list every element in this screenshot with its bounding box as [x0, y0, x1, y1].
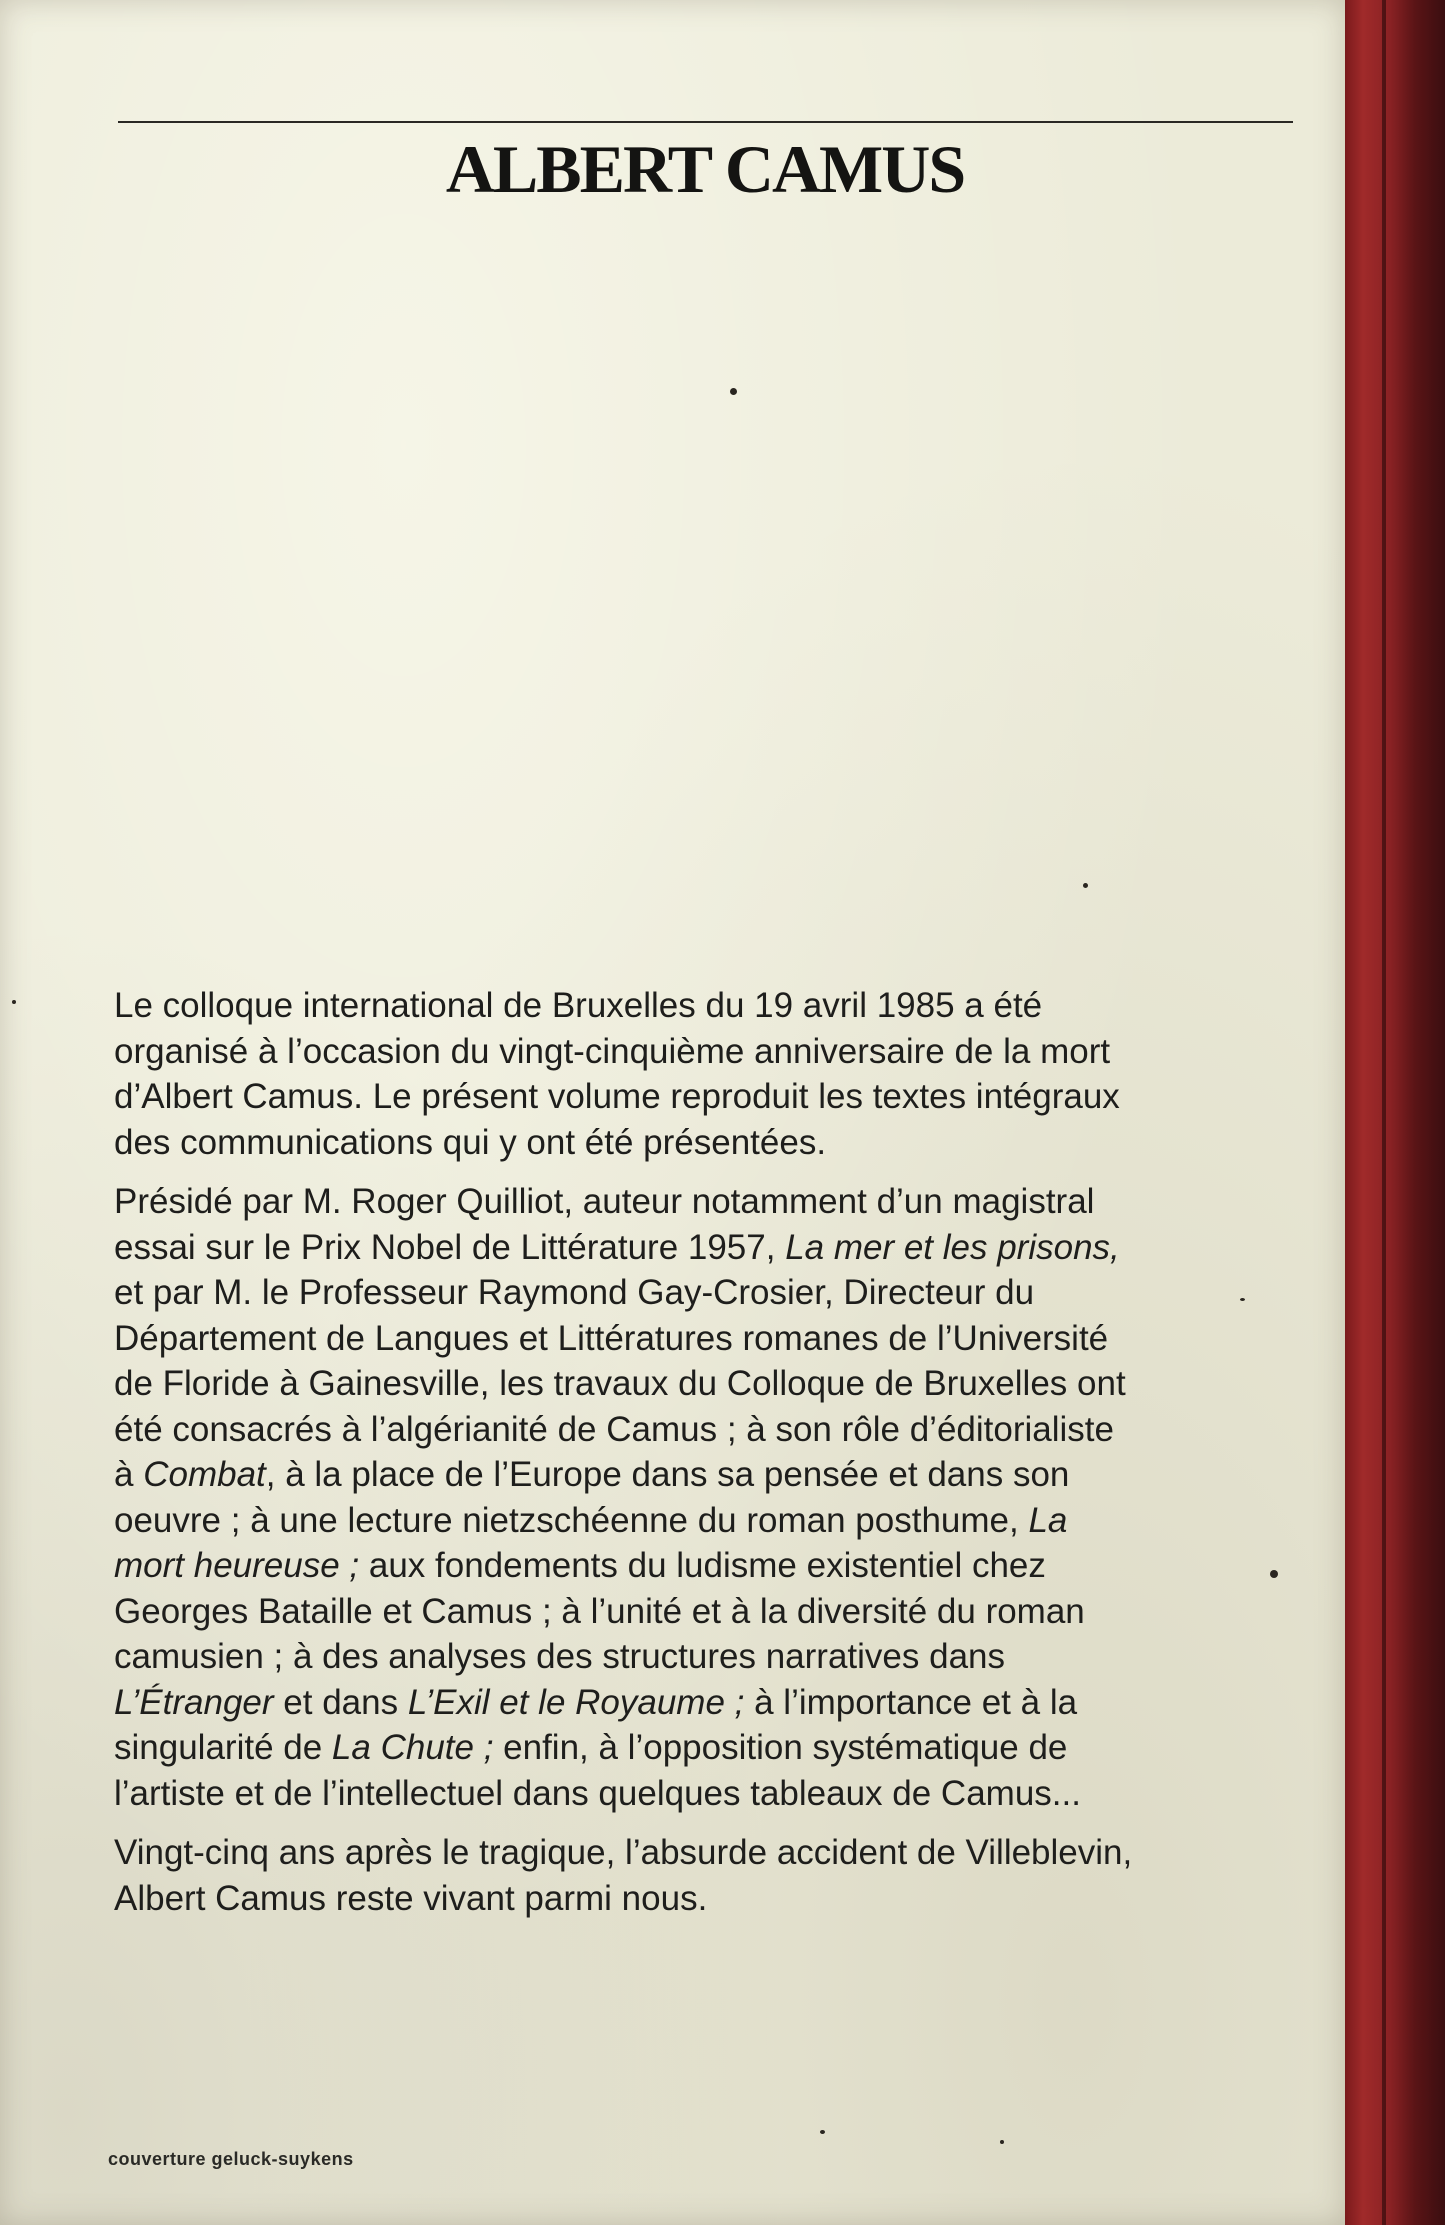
italic-title: La	[1028, 1500, 1068, 1540]
blurb-line	[114, 1120, 1299, 1166]
text-segment: et par M. le Professeur Raymond Gay-Crosier, Directeur du	[114, 1273, 1035, 1312]
blurb-line	[114, 1316, 1299, 1362]
blurb-line	[114, 1029, 1299, 1075]
text-segment: aux fondements du ludisme existentiel chez	[359, 1546, 1046, 1585]
text-segment: oeuvre ; à une lecture nietzschéenne du roman posthume,	[114, 1500, 1029, 1540]
blurb-line	[114, 1725, 1299, 1771]
speck	[1240, 1298, 1245, 1301]
speck	[1000, 2140, 1004, 2144]
italic-title: mort heureuse ;	[114, 1546, 360, 1585]
blurb-text	[114, 983, 1299, 1935]
text-segment: de Floride à Gainesville, les travaux du Colloque de Bruxelles ont	[114, 1364, 1126, 1403]
author-name: ALBERT CAMUS	[445, 131, 965, 207]
italic-title: L’Exil et le Royaume ;	[407, 1682, 745, 1722]
text-segment: Département de Langues et Littératures romanes de l’Université	[114, 1318, 1109, 1358]
blurb-line	[114, 1589, 1299, 1635]
blurb-line	[114, 1634, 1299, 1680]
blurb-line	[114, 1830, 1299, 1876]
blurb-line	[114, 1876, 1299, 1922]
text-segment: singularité de	[114, 1728, 332, 1767]
italic-title: La Chute ;	[331, 1728, 494, 1767]
cover-credit: couverture geluck-suykens	[108, 2149, 354, 2169]
speck	[820, 2130, 825, 2134]
blurb-paragraph	[114, 1179, 1299, 1816]
blurb-line	[114, 1452, 1299, 1498]
blurb-paragraph	[114, 983, 1299, 1165]
blurb-line	[114, 1543, 1299, 1589]
blurb-line	[114, 983, 1299, 1029]
text-segment: enfin, à l’opposition systématique de	[493, 1728, 1068, 1767]
blurb-line	[114, 1270, 1299, 1316]
text-segment: Présidé par M. Roger Quilliot, auteur notamment d’un magistral	[114, 1182, 1095, 1221]
italic-title: Combat	[143, 1455, 266, 1494]
speck	[730, 388, 737, 395]
blurb-line	[114, 1225, 1299, 1271]
blurb-line	[114, 1179, 1299, 1225]
text-segment: à	[114, 1455, 144, 1494]
text-segment: camusien ; à des analyses des structures narratives dans	[114, 1637, 1005, 1676]
blurb-line	[114, 1771, 1299, 1817]
blurb-line	[114, 1498, 1299, 1544]
italic-title: La mer et les prisons,	[785, 1227, 1120, 1267]
text-segment: , à la place de l’Europe dans sa pensée et dans son	[265, 1455, 1070, 1494]
speck	[1083, 883, 1088, 888]
text-segment: des communications qui y ont été présentées.	[114, 1122, 827, 1162]
speck	[1270, 1570, 1278, 1578]
text-segment: Georges Bataille et Camus ; à l’unité et à la diversité du roman	[114, 1591, 1085, 1631]
speck	[12, 1000, 16, 1004]
text-segment: et dans	[273, 1682, 408, 1722]
spine-edge	[1382, 0, 1386, 2225]
blurb-paragraph	[114, 1830, 1299, 1921]
spine	[1345, 0, 1445, 2225]
text-segment: Le colloque international de Bruxelles du 19 avril 1985 a été	[114, 986, 1043, 1025]
text-segment: organisé à l’occasion du vingt-cinquième anniversaire de la mort	[114, 1031, 1111, 1071]
top-rule	[118, 121, 1293, 123]
text-segment: essai sur le Prix Nobel de Littérature 1957,	[114, 1227, 786, 1267]
text-segment: à l’importance et à la	[744, 1682, 1078, 1722]
blurb-line	[114, 1074, 1299, 1120]
italic-title: L’Étranger	[114, 1682, 274, 1722]
text-segment: l’artiste et de l’intellectuel dans quelques tableaux de Camus...	[114, 1773, 1081, 1813]
blurb-line	[114, 1361, 1299, 1407]
blurb-line	[114, 1407, 1299, 1453]
blurb-line	[114, 1680, 1299, 1726]
text-segment: Vingt-cinq ans après le tragique, l’absurde accident de Villeblevin,	[114, 1833, 1133, 1872]
text-segment: Albert Camus reste vivant parmi nous.	[114, 1878, 708, 1918]
text-segment: été consacrés à l’algérianité de Camus ; à son rôle d’éditorialiste	[114, 1409, 1114, 1449]
text-segment: d’Albert Camus. Le présent volume reproduit les textes intégraux	[114, 1077, 1120, 1116]
